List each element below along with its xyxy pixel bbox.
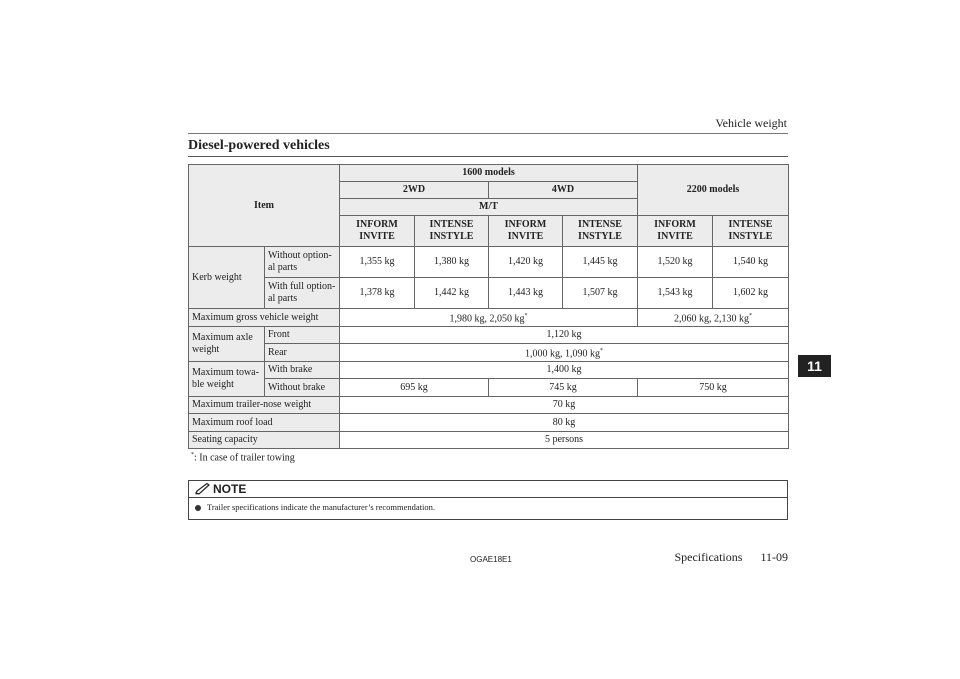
note-item: Trailer specifications indicate the manufacturer’s recommendation. (195, 502, 435, 512)
section-title: Diesel-powered vehicles (188, 136, 788, 157)
without-brake-label: Without brake (265, 379, 340, 397)
trailer-nose-label: Maximum trailer-nose weight (189, 397, 340, 414)
trailer-nose-value: 70 kg (340, 397, 789, 414)
axle-front-label: Front (265, 327, 340, 344)
seating-label: Seating capacity (189, 432, 340, 449)
with-brake-value: 1,400 kg (340, 362, 789, 379)
grade-header: INFORM INVITE (638, 216, 713, 247)
page-footer (674, 550, 788, 565)
with-brake-label: With brake (265, 362, 340, 379)
gross-weight-1600: 1,980 kg, 2,050 kg* (340, 309, 638, 327)
table-cell: 1,520 kg (638, 247, 713, 278)
table-cell: 1,420 kg (489, 247, 563, 278)
header-rule (188, 133, 788, 134)
axle-rear-value: 1,000 kg, 1,090 kg* (340, 344, 789, 362)
axle-weight-label: Maximum axle weight (189, 327, 265, 362)
footnote: *: In case of trailer towing (191, 452, 295, 464)
grade-header: INFORM INVITE (489, 216, 563, 247)
table-cell: 1,355 kg (340, 247, 415, 278)
footer-section: Specifications (674, 550, 743, 564)
kerb-sub-label: With full option- al parts (265, 278, 340, 309)
bullet-icon (195, 505, 201, 511)
without-brake-2200: 750 kg (638, 379, 789, 397)
note-header (189, 481, 787, 498)
table-cell: 1,507 kg (563, 278, 638, 309)
note-box (188, 480, 788, 520)
header-4wd: 4WD (489, 182, 638, 199)
item-header: Item (189, 165, 340, 247)
table-cell: 1,543 kg (638, 278, 713, 309)
vehicle-weight-table (188, 164, 789, 449)
grade-header: INTENSE INSTYLE (713, 216, 789, 247)
grade-header: INTENSE INSTYLE (415, 216, 489, 247)
gross-weight-2200: 2,060 kg, 2,130 kg* (638, 309, 789, 327)
page-code: OGAE18E1 (470, 555, 512, 564)
header-2200-models: 2200 models (638, 165, 789, 216)
running-header: Vehicle weight (715, 116, 787, 130)
grade-header: INTENSE INSTYLE (563, 216, 638, 247)
table-cell: 1,380 kg (415, 247, 489, 278)
roof-load-label: Maximum roof load (189, 414, 340, 432)
towable-weight-label: Maximum towa- ble weight (189, 362, 265, 397)
chapter-tab: 11 (798, 355, 831, 377)
header-1600-models: 1600 models (340, 165, 638, 182)
table-cell: 1,445 kg (563, 247, 638, 278)
grade-header: INFORM INVITE (340, 216, 415, 247)
roof-load-value: 80 kg (340, 414, 789, 432)
page-number: 11-09 (760, 550, 788, 564)
kerb-weight-label: Kerb weight (189, 247, 265, 309)
table-cell: 1,443 kg (489, 278, 563, 309)
header-transmission: M/T (340, 199, 638, 216)
axle-rear-label: Rear (265, 344, 340, 362)
axle-front-value: 1,120 kg (340, 327, 789, 344)
gross-weight-label: Maximum gross vehicle weight (189, 309, 340, 327)
seating-value: 5 persons (340, 432, 789, 449)
without-brake-4wd: 745 kg (489, 379, 638, 397)
table-cell: 1,602 kg (713, 278, 789, 309)
table-cell: 1,378 kg (340, 278, 415, 309)
table-cell: 1,540 kg (713, 247, 789, 278)
kerb-sub-label: Without option- al parts (265, 247, 340, 278)
without-brake-2wd: 695 kg (340, 379, 489, 397)
header-2wd: 2WD (340, 182, 489, 199)
note-title: NOTE (213, 482, 247, 496)
table-cell: 1,442 kg (415, 278, 489, 309)
pencil-note-icon (195, 483, 211, 495)
